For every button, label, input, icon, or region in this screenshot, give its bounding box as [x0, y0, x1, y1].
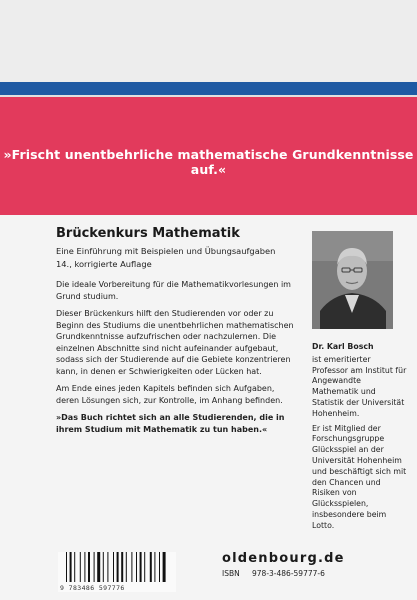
publisher-url: oldenbourg.de — [222, 551, 345, 566]
author-bio — [312, 342, 407, 536]
description-intro: Die ideale Vorbereitung für die Mathematikvorlesungen im Grund studium. — [56, 280, 291, 301]
isbn-barcode — [58, 552, 176, 592]
isbn-number: 978-3-486-59777-6 — [252, 569, 325, 578]
tagline: »Frischt unentbehrliche mathematische Grundkenntnisse auf.« — [3, 147, 414, 177]
author-name: Dr. Karl Bosch — [312, 342, 374, 351]
blue-stripe — [0, 82, 417, 95]
isbn-label: ISBN — [222, 569, 240, 578]
book-edition: 14., korrigierte Auflage — [56, 259, 152, 269]
isbn-line — [222, 569, 325, 578]
author-photo — [312, 231, 393, 329]
book-title: Brückenkurs Mathematik — [56, 226, 240, 241]
description-column — [56, 226, 298, 435]
author-position: ist emeritierter Professor am Institut für Angewandte Mathematik und Statistik der Universität Hohenheim. — [312, 354, 407, 418]
book-subtitle: Eine Einführung mit Beispielen und Übungsaufgaben — [56, 246, 276, 256]
description-exercises: Am Ende eines jeden Kapitels befinden sich Aufgaben, deren Lösungen sich, zur Kontrolle, im Anhang befinden. — [56, 384, 283, 405]
author-research: Er ist Mitglied der Forschungsgruppe Glücksspiel an der Universität Hohenheim und beschäftigt sich mit den Chancen und Risiken von Glücksspielen, insbesondere beim Lotto. — [312, 423, 407, 530]
description-body: Dieser Brückenkurs hilft den Studierenden vor oder zu Beginn des Studiums die unentbehrlichen mathematischen Grundkenntnisse aufzufrischen oder nachzulernen. Die einzelnen Abschnitte sind nicht aufeinander aufgebaut, sodass sich der Studierende auf die Gebiete konzentrieren kann, in denen er Schwierigkeiten oder Lücken hat. — [56, 309, 294, 376]
barcode-number: 9 783486 597776 — [60, 584, 125, 592]
book-quote: »Das Buch richtet sich an alle Studierenden, die in ihrem Studium mit Mathematik zu tun haben.« — [56, 413, 285, 434]
top-margin — [0, 0, 417, 82]
